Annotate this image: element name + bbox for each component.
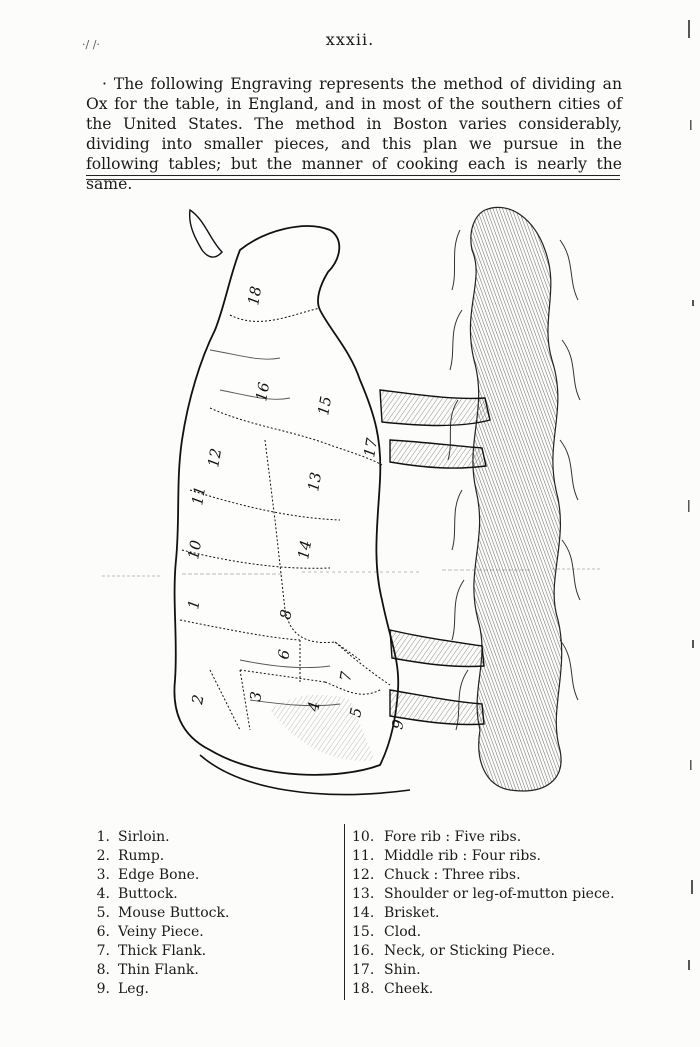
ox-engraving xyxy=(90,190,630,810)
legend-right-column xyxy=(352,828,642,999)
cut-label-3: 3 xyxy=(246,690,266,703)
legend-item: 10. Fore rib : Five ribs. xyxy=(352,829,522,845)
legend-item: 2. Rump. xyxy=(96,848,165,864)
ox-body xyxy=(174,210,490,795)
corner-mark: ·/ /· xyxy=(82,38,100,51)
legend-item: 6. Veiny Piece. xyxy=(96,924,204,940)
heavy-rule xyxy=(86,175,620,176)
cut-label-1: 1 xyxy=(184,598,204,611)
cut-label-7: 7 xyxy=(336,670,356,683)
legend-item: 17. Shin. xyxy=(352,962,421,978)
cut-label-15: 15 xyxy=(314,394,336,417)
legend-item: 5. Mouse Buttock. xyxy=(96,905,230,921)
legend-item: 1. Sirloin. xyxy=(96,829,170,845)
cut-label-11: 11 xyxy=(188,484,210,507)
cut-label-2: 2 xyxy=(188,693,208,706)
cut-label-9: 9 xyxy=(388,718,408,731)
cut-label-17: 17 xyxy=(360,436,382,459)
legend-item: 8. Thin Flank. xyxy=(96,962,199,978)
legend-left-column xyxy=(92,828,342,999)
intro-paragraph: · The following Engraving represents the method of dividing an Ox for the table, in England, and in most of the southern cities of the United States. The method in Boston varies considerably, dividing into smaller pieces, and this plan we pursue in the following tables; but the manner of cooking each is nearly the same. xyxy=(86,75,622,193)
legend-item: 4. Buttock. xyxy=(96,886,178,902)
cut-label-12: 12 xyxy=(204,446,226,469)
light-rule xyxy=(86,179,620,180)
cut-label-16: 16 xyxy=(252,380,274,403)
cut-label-8: 8 xyxy=(276,608,296,621)
legend-divider xyxy=(344,824,345,1000)
legend-item: 7. Thick Flank. xyxy=(96,943,207,959)
page-folio: xxxii. xyxy=(325,30,375,49)
cut-label-5: 5 xyxy=(346,706,366,719)
legend-item: 11. Middle rib : Four ribs. xyxy=(352,848,542,864)
legend-item: 12. Chuck : Three ribs. xyxy=(352,867,521,883)
legend-item: 9. Leg. xyxy=(96,981,149,997)
legend-item: 3. Edge Bone. xyxy=(96,867,200,883)
legend-item: 18. Cheek. xyxy=(352,981,434,997)
legend-item: 15. Clod. xyxy=(352,924,422,940)
cut-label-18: 18 xyxy=(244,284,266,307)
cut-label-14: 14 xyxy=(294,538,316,561)
legend-item: 14. Brisket. xyxy=(352,905,440,921)
cut-label-4: 4 xyxy=(304,700,324,713)
cut-label-13: 13 xyxy=(304,470,326,493)
cut-label-6: 6 xyxy=(274,648,294,661)
legend-item: 16. Neck, or Sticking Piece. xyxy=(352,943,556,959)
cut-label-10: 10 xyxy=(184,538,206,561)
legend-item: 13. Shoulder or leg-of-mutton piece. xyxy=(352,886,615,902)
show-through-bleed xyxy=(92,560,612,586)
